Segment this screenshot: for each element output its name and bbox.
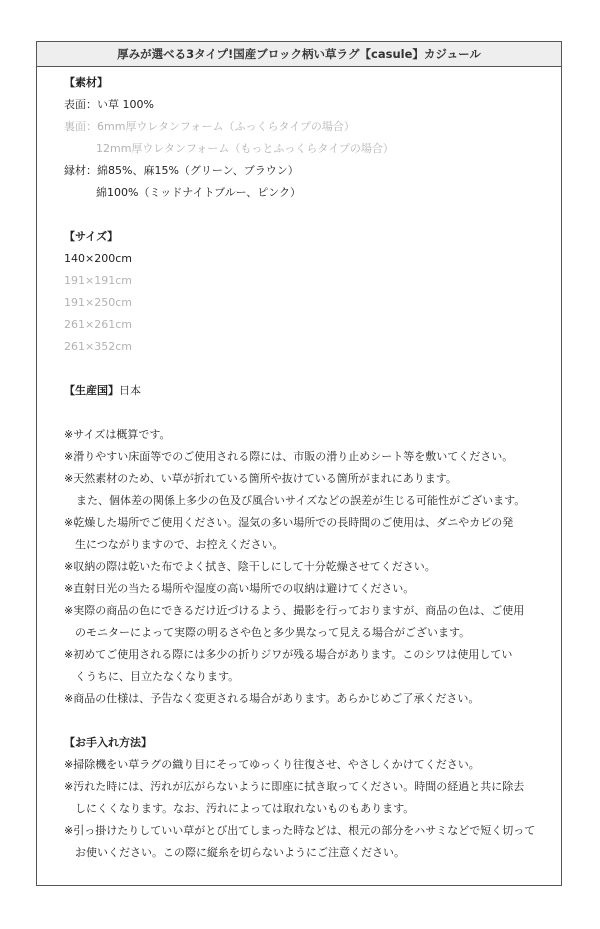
origin-heading: 【生産国】 [64, 384, 119, 397]
spec-panel [36, 41, 562, 886]
material-surface: 表面：い草 100% [64, 98, 154, 111]
care-line: ※汚れた時には、汚れが広がらないように即座に拭き取ってください。時間の経過と共に除去 [64, 780, 525, 793]
material-back-2: 12mm厚ウレタンフォーム（もっとふっくらタイプの場合） [96, 142, 394, 155]
note-line: ※実際の商品の色にできるだけ近づけるよう、撮影を行っておりますが、商品の色は、ご使用 [64, 604, 525, 617]
care-heading: 【お手入れ方法】 [64, 736, 152, 749]
care-line: ※引っ掛けたりしていい草がとび出てしまった時などは、根元の部分をハサミなどで短く切って [64, 824, 536, 837]
note-line: ※商品の仕様は、予告なく変更される場合があります。あらかじめご了承ください。 [64, 692, 480, 705]
note-line: ※収納の際は乾いた布でよく拭き、陰干しにして十分乾燥させてください。 [64, 560, 436, 573]
size-option: 261×352cm [64, 340, 132, 353]
note-line: ※滑りやすい床面等でのご使用される際には、市販の滑り止めシート等を敷いてください。 [64, 450, 514, 463]
spec-content [64, 72, 555, 864]
size-option: 191×250cm [64, 296, 132, 309]
material-back-1: 裏面：6mm厚ウレタンフォーム（ふっくらタイプの場合） [64, 120, 355, 133]
size-option: 140×200cm [64, 252, 132, 265]
care-line: ※掃除機をい草ラグの織り目にそってゆっくり往復させ、やさしくかけてください。 [64, 758, 480, 771]
size-option: 191×191cm [64, 274, 132, 287]
note-line: ※サイズは概算です。 [64, 428, 171, 441]
size-option: 261×261cm [64, 318, 132, 331]
origin-value: 日本 [119, 384, 141, 397]
note-line: くうちに、目立たなくなります。 [75, 670, 240, 683]
care-line: しにくくなります。なお、汚れによっては取れないものもあります。 [75, 802, 415, 815]
note-line: ※天然素材のため、い草が折れている箇所や抜けている箇所がまれにあります。 [64, 472, 457, 485]
note-line: ※直射日光の当たる場所や湿度の高い場所での収納は避けてください。 [64, 582, 415, 595]
product-title: 厚みが選べる3タイプ!国産ブロック柄い草ラグ【casule】カジュール [37, 42, 561, 67]
material-edge-2: 綿100%（ミッドナイトブルー、ピンク） [96, 186, 302, 199]
note-line: ※初めてご使用される際には多少の折りジワが残る場合があります。このシワは使用してい [64, 648, 513, 661]
origin-line [64, 380, 555, 402]
note-line: のモニターによって実際の明るさや色と多少異なって見える場合がございます。 [75, 626, 471, 639]
care-line: お使いください。この際に縦糸を切らないようにご注意ください。 [75, 846, 405, 859]
note-line: ※乾燥した場所でご使用ください。湿気の多い場所での長時間のご使用は、ダニやカビの発 [64, 516, 514, 529]
size-heading: 【サイズ】 [64, 230, 119, 243]
note-line: 生につながりますので、お控えください。 [75, 538, 284, 551]
material-edge-1: 縁材：綿85%、麻15%（グリーン、ブラウン） [64, 164, 299, 177]
note-line: また、個体差の関係上多少の色及び風合いサイズなどの誤差が生じる可能性がございます。 [76, 494, 526, 507]
material-heading: 【素材】 [64, 76, 108, 89]
